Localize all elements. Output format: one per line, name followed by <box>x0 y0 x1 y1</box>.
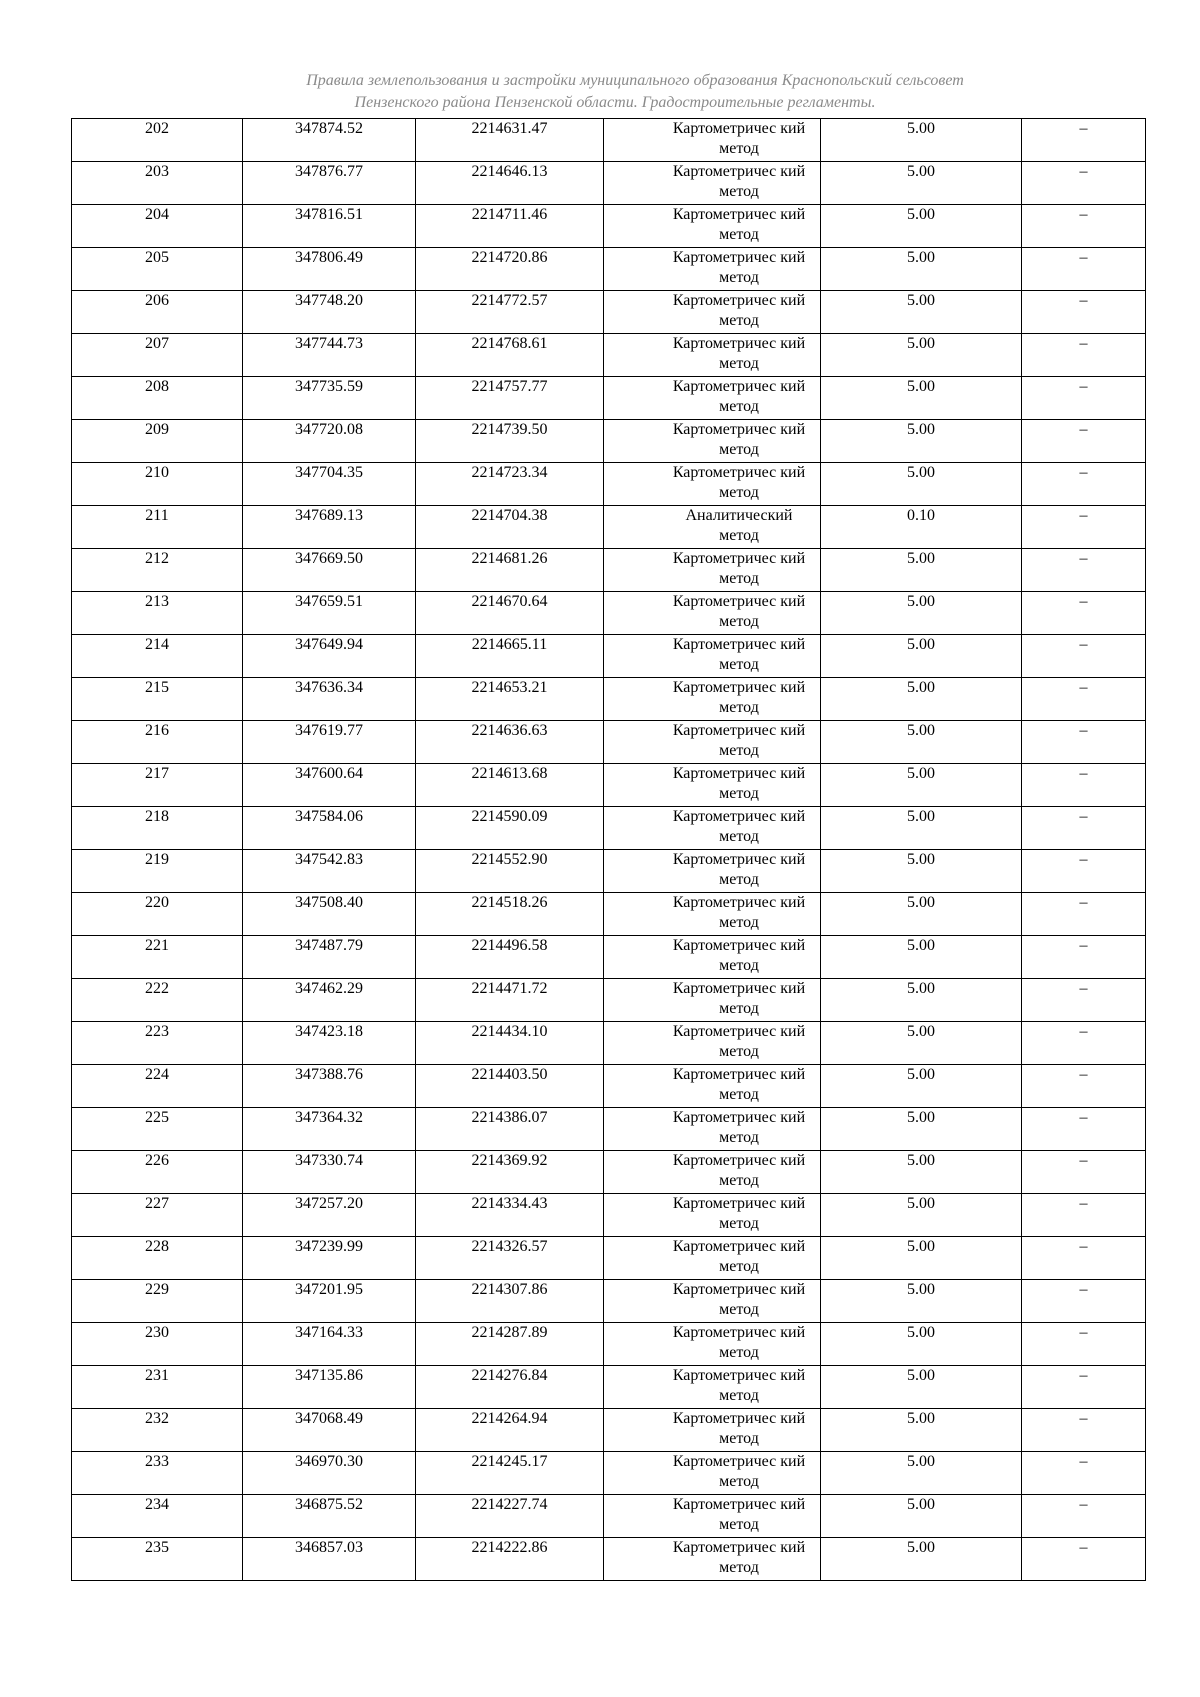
y-coordinate-cell: 2214613.68 <box>416 764 604 807</box>
method-cell <box>604 162 821 205</box>
method-text: Картометричес кий метод <box>672 1281 806 1318</box>
method-text: Картометричес кий метод <box>672 1453 806 1490</box>
coordinates-table-body <box>72 119 1146 1581</box>
y-coordinate-cell: 2214496.58 <box>416 936 604 979</box>
point-number-cell: 232 <box>72 1409 243 1452</box>
method-text: Картометричес кий метод <box>672 1238 806 1275</box>
method-cell <box>604 334 821 377</box>
accuracy-cell: 5.00 <box>821 1495 1022 1538</box>
method-text: Картометричес кий метод <box>672 1152 806 1189</box>
y-coordinate-cell: 2214434.10 <box>416 1022 604 1065</box>
method-text: Картометричес кий метод <box>672 421 806 458</box>
method-text: Картометричес кий метод <box>672 1023 806 1060</box>
table-row <box>72 162 1146 205</box>
description-cell: – <box>1022 1538 1146 1581</box>
description-cell: – <box>1022 1151 1146 1194</box>
point-number-cell: 229 <box>72 1280 243 1323</box>
method-cell <box>604 850 821 893</box>
description-cell: – <box>1022 377 1146 420</box>
table-row <box>72 678 1146 721</box>
accuracy-cell: 5.00 <box>821 420 1022 463</box>
y-coordinate-cell: 2214403.50 <box>416 1065 604 1108</box>
method-cell <box>604 1409 821 1452</box>
description-cell: – <box>1022 807 1146 850</box>
accuracy-cell: 5.00 <box>821 936 1022 979</box>
x-coordinate-cell: 347542.83 <box>243 850 416 893</box>
point-number-cell: 208 <box>72 377 243 420</box>
description-cell: – <box>1022 721 1146 764</box>
point-number-cell: 221 <box>72 936 243 979</box>
method-cell <box>604 592 821 635</box>
method-text: Картометричес кий метод <box>672 1324 806 1361</box>
y-coordinate-cell: 2214245.17 <box>416 1452 604 1495</box>
table-row <box>72 377 1146 420</box>
description-cell: – <box>1022 291 1146 334</box>
accuracy-cell: 5.00 <box>821 334 1022 377</box>
x-coordinate-cell: 347659.51 <box>243 592 416 635</box>
method-cell <box>604 1538 821 1581</box>
y-coordinate-cell: 2214518.26 <box>416 893 604 936</box>
y-coordinate-cell: 2214631.47 <box>416 119 604 162</box>
accuracy-cell: 5.00 <box>821 1452 1022 1495</box>
accuracy-cell: 5.00 <box>821 1065 1022 1108</box>
table-row <box>72 506 1146 549</box>
accuracy-cell: 5.00 <box>821 119 1022 162</box>
description-cell: – <box>1022 549 1146 592</box>
description-cell: – <box>1022 1409 1146 1452</box>
method-cell <box>604 1280 821 1323</box>
accuracy-cell: 5.00 <box>821 635 1022 678</box>
method-text: Картометричес кий метод <box>672 894 806 931</box>
point-number-cell: 211 <box>72 506 243 549</box>
description-cell: – <box>1022 678 1146 721</box>
point-number-cell: 210 <box>72 463 243 506</box>
method-cell <box>604 1194 821 1237</box>
method-text: Картометричес кий метод <box>672 980 806 1017</box>
x-coordinate-cell: 347649.94 <box>243 635 416 678</box>
x-coordinate-cell: 347874.52 <box>243 119 416 162</box>
description-cell: – <box>1022 463 1146 506</box>
table-row <box>72 119 1146 162</box>
point-number-cell: 218 <box>72 807 243 850</box>
method-text: Картометричес кий метод <box>672 679 806 716</box>
method-text: Картометричес кий метод <box>672 1195 806 1232</box>
method-cell <box>604 1022 821 1065</box>
description-cell: – <box>1022 506 1146 549</box>
x-coordinate-cell: 347669.50 <box>243 549 416 592</box>
point-number-cell: 227 <box>72 1194 243 1237</box>
description-cell: – <box>1022 1065 1146 1108</box>
table-row <box>72 291 1146 334</box>
x-coordinate-cell: 347330.74 <box>243 1151 416 1194</box>
accuracy-cell: 5.00 <box>821 463 1022 506</box>
y-coordinate-cell: 2214711.46 <box>416 205 604 248</box>
description-cell: – <box>1022 979 1146 1022</box>
accuracy-cell: 5.00 <box>821 291 1022 334</box>
y-coordinate-cell: 2214590.09 <box>416 807 604 850</box>
method-text: Картометричес кий метод <box>672 1109 806 1146</box>
table-row <box>72 936 1146 979</box>
description-cell: – <box>1022 334 1146 377</box>
table-row <box>72 1323 1146 1366</box>
method-text: Картометричес кий метод <box>672 1066 806 1103</box>
point-number-cell: 225 <box>72 1108 243 1151</box>
method-cell <box>604 1237 821 1280</box>
y-coordinate-cell: 2214276.84 <box>416 1366 604 1409</box>
description-cell: – <box>1022 936 1146 979</box>
table-row <box>72 549 1146 592</box>
description-cell: – <box>1022 1323 1146 1366</box>
point-number-cell: 228 <box>72 1237 243 1280</box>
x-coordinate-cell: 347201.95 <box>243 1280 416 1323</box>
description-cell: – <box>1022 592 1146 635</box>
method-text: Картометричес кий метод <box>672 292 806 329</box>
accuracy-cell: 5.00 <box>821 1323 1022 1366</box>
x-coordinate-cell: 346875.52 <box>243 1495 416 1538</box>
x-coordinate-cell: 347689.13 <box>243 506 416 549</box>
method-cell <box>604 377 821 420</box>
method-cell <box>604 635 821 678</box>
method-text: Картометричес кий метод <box>672 206 806 243</box>
point-number-cell: 233 <box>72 1452 243 1495</box>
table-row <box>72 721 1146 764</box>
table-row <box>72 807 1146 850</box>
accuracy-cell: 5.00 <box>821 205 1022 248</box>
accuracy-cell: 5.00 <box>821 721 1022 764</box>
table-row <box>72 248 1146 291</box>
point-number-cell: 222 <box>72 979 243 1022</box>
method-text: Картометричес кий метод <box>672 765 806 802</box>
x-coordinate-cell: 347720.08 <box>243 420 416 463</box>
method-cell <box>604 1151 821 1194</box>
table-row <box>72 850 1146 893</box>
accuracy-cell: 5.00 <box>821 979 1022 1022</box>
method-text: Картометричес кий метод <box>672 636 806 673</box>
accuracy-cell: 5.00 <box>821 162 1022 205</box>
x-coordinate-cell: 347806.49 <box>243 248 416 291</box>
method-text: Картометричес кий метод <box>672 163 806 200</box>
method-text: Картометричес кий метод <box>672 550 806 587</box>
accuracy-cell: 5.00 <box>821 1108 1022 1151</box>
table-row <box>72 463 1146 506</box>
y-coordinate-cell: 2214287.89 <box>416 1323 604 1366</box>
description-cell: – <box>1022 1495 1146 1538</box>
x-coordinate-cell: 347744.73 <box>243 334 416 377</box>
table-row <box>72 1495 1146 1538</box>
point-number-cell: 217 <box>72 764 243 807</box>
accuracy-cell: 5.00 <box>821 1280 1022 1323</box>
method-text: Картометричес кий метод <box>672 593 806 630</box>
x-coordinate-cell: 347423.18 <box>243 1022 416 1065</box>
table-row <box>72 1366 1146 1409</box>
y-coordinate-cell: 2214723.34 <box>416 463 604 506</box>
y-coordinate-cell: 2214636.63 <box>416 721 604 764</box>
accuracy-cell: 5.00 <box>821 248 1022 291</box>
accuracy-cell: 5.00 <box>821 850 1022 893</box>
y-coordinate-cell: 2214646.13 <box>416 162 604 205</box>
y-coordinate-cell: 2214227.74 <box>416 1495 604 1538</box>
accuracy-cell: 5.00 <box>821 764 1022 807</box>
point-number-cell: 235 <box>72 1538 243 1581</box>
table-row <box>72 420 1146 463</box>
accuracy-cell: 5.00 <box>821 807 1022 850</box>
x-coordinate-cell: 347364.32 <box>243 1108 416 1151</box>
x-coordinate-cell: 347487.79 <box>243 936 416 979</box>
description-cell: – <box>1022 1194 1146 1237</box>
x-coordinate-cell: 347584.06 <box>243 807 416 850</box>
y-coordinate-cell: 2214681.26 <box>416 549 604 592</box>
y-coordinate-cell: 2214653.21 <box>416 678 604 721</box>
table-row <box>72 764 1146 807</box>
method-cell <box>604 764 821 807</box>
method-cell <box>604 1108 821 1151</box>
method-cell <box>604 1323 821 1366</box>
method-cell <box>604 1452 821 1495</box>
accuracy-cell: 5.00 <box>821 1151 1022 1194</box>
method-cell <box>604 807 821 850</box>
accuracy-cell: 5.00 <box>821 1366 1022 1409</box>
point-number-cell: 224 <box>72 1065 243 1108</box>
point-number-cell: 206 <box>72 291 243 334</box>
method-cell <box>604 291 821 334</box>
y-coordinate-cell: 2214757.77 <box>416 377 604 420</box>
table-row <box>72 592 1146 635</box>
method-text: Картометричес кий метод <box>672 851 806 888</box>
table-row <box>72 1237 1146 1280</box>
x-coordinate-cell: 347135.86 <box>243 1366 416 1409</box>
method-text: Картометричес кий метод <box>672 808 806 845</box>
x-coordinate-cell: 347462.29 <box>243 979 416 1022</box>
point-number-cell: 202 <box>72 119 243 162</box>
accuracy-cell: 5.00 <box>821 1194 1022 1237</box>
coordinates-table <box>71 118 1146 1581</box>
method-text: Картометричес кий метод <box>672 937 806 974</box>
point-number-cell: 230 <box>72 1323 243 1366</box>
method-text: Картометричес кий метод <box>672 249 806 286</box>
method-cell <box>604 721 821 764</box>
x-coordinate-cell: 347068.49 <box>243 1409 416 1452</box>
method-cell <box>604 1366 821 1409</box>
method-cell <box>604 420 821 463</box>
y-coordinate-cell: 2214471.72 <box>416 979 604 1022</box>
point-number-cell: 213 <box>72 592 243 635</box>
point-number-cell: 205 <box>72 248 243 291</box>
x-coordinate-cell: 347704.35 <box>243 463 416 506</box>
method-text: Картометричес кий метод <box>672 722 806 759</box>
y-coordinate-cell: 2214704.38 <box>416 506 604 549</box>
accuracy-cell: 5.00 <box>821 549 1022 592</box>
method-text: Картометричес кий метод <box>672 335 806 372</box>
point-number-cell: 212 <box>72 549 243 592</box>
y-coordinate-cell: 2214665.11 <box>416 635 604 678</box>
method-text: Картометричес кий метод <box>672 120 806 157</box>
accuracy-cell: 5.00 <box>821 1409 1022 1452</box>
x-coordinate-cell: 347748.20 <box>243 291 416 334</box>
y-coordinate-cell: 2214386.07 <box>416 1108 604 1151</box>
table-row <box>72 205 1146 248</box>
description-cell: – <box>1022 893 1146 936</box>
x-coordinate-cell: 347257.20 <box>243 1194 416 1237</box>
accuracy-cell: 5.00 <box>821 678 1022 721</box>
method-text: Картометричес кий метод <box>672 1539 806 1576</box>
point-number-cell: 215 <box>72 678 243 721</box>
method-cell <box>604 979 821 1022</box>
y-coordinate-cell: 2214772.57 <box>416 291 604 334</box>
page-header <box>0 70 1200 114</box>
description-cell: – <box>1022 248 1146 291</box>
x-coordinate-cell: 347508.40 <box>243 893 416 936</box>
y-coordinate-cell: 2214334.43 <box>416 1194 604 1237</box>
accuracy-cell: 5.00 <box>821 592 1022 635</box>
y-coordinate-cell: 2214720.86 <box>416 248 604 291</box>
x-coordinate-cell: 346857.03 <box>243 1538 416 1581</box>
x-coordinate-cell: 347735.59 <box>243 377 416 420</box>
table-row <box>72 334 1146 377</box>
point-number-cell: 234 <box>72 1495 243 1538</box>
method-text: Картометричес кий метод <box>672 378 806 415</box>
table-row <box>72 979 1146 1022</box>
description-cell: – <box>1022 1452 1146 1495</box>
y-coordinate-cell: 2214369.92 <box>416 1151 604 1194</box>
method-text: Картометричес кий метод <box>672 1367 806 1404</box>
x-coordinate-cell: 347164.33 <box>243 1323 416 1366</box>
table-row <box>72 1538 1146 1581</box>
method-cell <box>604 119 821 162</box>
method-cell <box>604 936 821 979</box>
x-coordinate-cell: 347619.77 <box>243 721 416 764</box>
table-row <box>72 1022 1146 1065</box>
x-coordinate-cell: 346970.30 <box>243 1452 416 1495</box>
x-coordinate-cell: 347876.77 <box>243 162 416 205</box>
y-coordinate-cell: 2214307.86 <box>416 1280 604 1323</box>
description-cell: – <box>1022 205 1146 248</box>
method-text: Картометричес кий метод <box>672 464 806 501</box>
table-row <box>72 1065 1146 1108</box>
description-cell: – <box>1022 1237 1146 1280</box>
description-cell: – <box>1022 635 1146 678</box>
point-number-cell: 214 <box>72 635 243 678</box>
header-line-1: Правила землепользования и застройки муниципального образования Краснопольский сельсовет <box>306 72 964 89</box>
y-coordinate-cell: 2214326.57 <box>416 1237 604 1280</box>
y-coordinate-cell: 2214222.86 <box>416 1538 604 1581</box>
description-cell: – <box>1022 1366 1146 1409</box>
description-cell: – <box>1022 1022 1146 1065</box>
accuracy-cell: 5.00 <box>821 1022 1022 1065</box>
description-cell: – <box>1022 1108 1146 1151</box>
point-number-cell: 223 <box>72 1022 243 1065</box>
y-coordinate-cell: 2214264.94 <box>416 1409 604 1452</box>
accuracy-cell: 5.00 <box>821 377 1022 420</box>
table-row <box>72 1452 1146 1495</box>
point-number-cell: 220 <box>72 893 243 936</box>
description-cell: – <box>1022 119 1146 162</box>
y-coordinate-cell: 2214739.50 <box>416 420 604 463</box>
x-coordinate-cell: 347239.99 <box>243 1237 416 1280</box>
x-coordinate-cell: 347600.64 <box>243 764 416 807</box>
accuracy-cell: 5.00 <box>821 1237 1022 1280</box>
point-number-cell: 204 <box>72 205 243 248</box>
table-row <box>72 635 1146 678</box>
point-number-cell: 226 <box>72 1151 243 1194</box>
accuracy-cell: 5.00 <box>821 893 1022 936</box>
method-cell <box>604 678 821 721</box>
table-row <box>72 1409 1146 1452</box>
method-cell <box>604 1065 821 1108</box>
accuracy-cell: 5.00 <box>821 1538 1022 1581</box>
description-cell: – <box>1022 420 1146 463</box>
table-row <box>72 1280 1146 1323</box>
description-cell: – <box>1022 162 1146 205</box>
method-cell <box>604 248 821 291</box>
point-number-cell: 203 <box>72 162 243 205</box>
method-cell <box>604 506 821 549</box>
method-text: Картометричес кий метод <box>672 1410 806 1447</box>
method-text: Аналитический метод <box>685 507 793 544</box>
x-coordinate-cell: 347388.76 <box>243 1065 416 1108</box>
point-number-cell: 209 <box>72 420 243 463</box>
point-number-cell: 231 <box>72 1366 243 1409</box>
method-cell <box>604 463 821 506</box>
header-line-2: Пензенского района Пензенской области. Градостроительные регламенты. <box>354 94 876 111</box>
y-coordinate-cell: 2214768.61 <box>416 334 604 377</box>
point-number-cell: 216 <box>72 721 243 764</box>
description-cell: – <box>1022 850 1146 893</box>
method-cell <box>604 549 821 592</box>
point-number-cell: 219 <box>72 850 243 893</box>
method-cell <box>604 1495 821 1538</box>
description-cell: – <box>1022 764 1146 807</box>
x-coordinate-cell: 347816.51 <box>243 205 416 248</box>
y-coordinate-cell: 2214670.64 <box>416 592 604 635</box>
method-cell <box>604 205 821 248</box>
method-text: Картометричес кий метод <box>672 1496 806 1533</box>
method-cell <box>604 893 821 936</box>
x-coordinate-cell: 347636.34 <box>243 678 416 721</box>
point-number-cell: 207 <box>72 334 243 377</box>
y-coordinate-cell: 2214552.90 <box>416 850 604 893</box>
table-row <box>72 893 1146 936</box>
table-row <box>72 1194 1146 1237</box>
table-row <box>72 1151 1146 1194</box>
accuracy-cell: 0.10 <box>821 506 1022 549</box>
table-row <box>72 1108 1146 1151</box>
description-cell: – <box>1022 1280 1146 1323</box>
